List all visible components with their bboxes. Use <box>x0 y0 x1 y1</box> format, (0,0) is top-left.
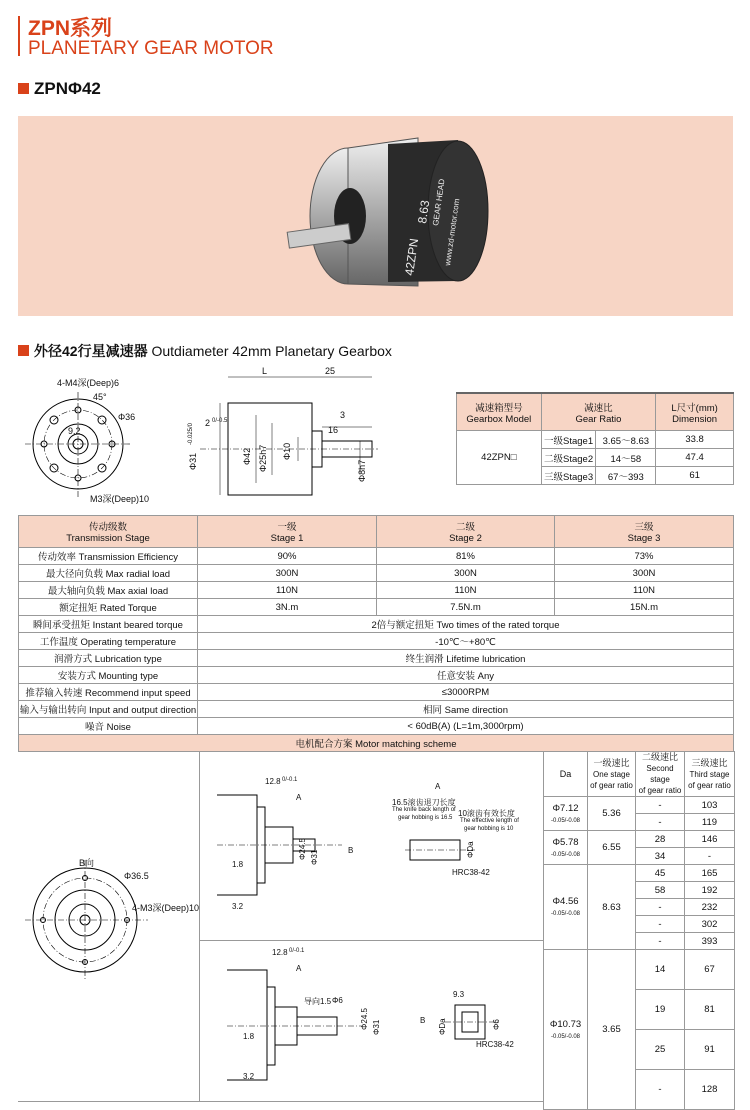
photo-url-label: www.zd-motor.com <box>443 198 462 267</box>
m2-B-label: B <box>420 1016 426 1025</box>
b-d6-label: Φ6 <box>492 1019 501 1030</box>
m2-A-label: A <box>296 964 302 973</box>
table-row: 42ZPN□ 一级Stage1 3.65～8.63 33.8 <box>457 431 734 449</box>
table-row: 润滑方式 Lubrication type 终生润滑 Lifetime lubrication <box>19 650 734 667</box>
m1-d128-label: 12.8 <box>265 777 281 786</box>
table-row: - 232 <box>544 899 735 916</box>
table-row: 二级Stage2 14～58 47.4 <box>457 449 734 467</box>
side-view-drawing <box>180 365 380 505</box>
b-d365-label: Φ36.5 <box>124 871 149 881</box>
photo-ratio-label: 8.63 <box>415 199 433 225</box>
table-row: - 302 <box>544 916 735 933</box>
a-detail-label: A <box>435 782 441 791</box>
b-hrc-label: HRC38-42 <box>476 1040 514 1049</box>
table-row: - 128 <box>544 1070 735 1110</box>
product-photo <box>18 116 733 316</box>
b-da-label: ΦDa <box>438 1018 447 1035</box>
spec-table <box>18 515 734 752</box>
m1-d245-label: Φ24.5 <box>298 838 307 860</box>
section-heading <box>18 341 392 361</box>
a-hrc-label: HRC38-42 <box>452 868 490 877</box>
table-row: 噪音 Noise < 60dB(A) (L=1m,3000rpm) <box>19 718 734 735</box>
b-m3-label: 4-M3深(Deep)10 <box>132 903 200 913</box>
m2-d128-tol: 0/-0.1 <box>289 948 305 954</box>
side-d2-tol: 0/-0.5 <box>212 418 228 424</box>
side-d31-label: Φ31 <box>188 452 198 470</box>
b-view-label: B向 <box>79 858 95 868</box>
model-title: ZPNΦ42 <box>34 79 101 98</box>
b-view-drawing <box>20 855 190 1005</box>
m2-d6-label: Φ6 <box>332 996 343 1005</box>
table-row: 34 - <box>544 848 735 865</box>
front-m3-label: M3深(Deep)10 <box>90 494 150 504</box>
table-row: Φ5.78 -0.05/-0.08 6.55 28 146 <box>544 831 735 848</box>
photo-model-label: 42ZPN <box>402 237 422 277</box>
side-d3-label: 3 <box>340 410 346 420</box>
section-title-en: Outdiameter 42mm Planetary Gearbox <box>151 343 392 359</box>
side-L-label: L <box>262 366 268 376</box>
frame-divider <box>199 940 543 941</box>
table-row: 25 91 <box>544 1030 735 1070</box>
table-row: 推荐输入转速 Recommend input speed ≤3000RPM <box>19 684 734 701</box>
front-angle-label: 45° <box>93 392 107 402</box>
hob-en2b-label: gear hobbing is 10 <box>464 826 514 832</box>
side-len25-label: 25 <box>325 366 336 376</box>
table-row: 最大轴向负载 Max axial load 110N 110N 110N <box>19 582 734 599</box>
side-d8-label: Φ8h7 <box>357 459 367 482</box>
series-title-en: PLANETARY GEAR MOTOR <box>28 38 274 59</box>
m1-d32-label: 3.2 <box>232 902 244 911</box>
table-row: 传动效率 Transmission Efficiency 90% 81% 73% <box>19 548 734 565</box>
motor-scheme-row: 电机配合方案 Motor matching scheme <box>19 735 734 752</box>
table-row: 19 81 <box>544 990 735 1030</box>
table-row: 最大径向负载 Max radial load 300N 300N 300N <box>19 565 734 582</box>
b-d93-label: 9.3 <box>453 990 465 999</box>
side-d2-label: 2 <box>205 418 211 428</box>
side-d16-label: 16 <box>328 425 339 435</box>
side-d31-tol: -0.025/0 <box>188 422 194 445</box>
m1-d18-label: 1.8 <box>232 860 244 869</box>
gear-motor-illustration <box>18 116 733 316</box>
motor-shaft-drawing-1 <box>212 775 372 915</box>
m1-d128-tol: 0/-0.1 <box>282 777 298 783</box>
m2-d128-label: 12.8 <box>272 948 288 957</box>
front-m4-label: 4-M4深(Deep)6 <box>57 378 120 388</box>
table-row: Φ10.73 -0.05/-0.08 3.65 14 67 <box>544 950 735 990</box>
side-d25-label: Φ25h7 <box>258 444 268 472</box>
model-dimension-table <box>456 392 734 485</box>
ratio-header-row: Da 一级速比 One stage of gear ratio 二级速比 Second stage of gear ratio 三级速比 Third stage of gear ratio <box>544 752 735 797</box>
hob-cn2-label: 10滚齿有效长度 <box>458 809 515 818</box>
square-bullet-icon <box>18 83 29 94</box>
a-da-label: ΦDa <box>466 841 475 858</box>
table-row: 瞬间承受扭矩 Instant beared torque 2倍与额定扭矩 Two times of the rated torque <box>19 616 734 633</box>
m2-guide-label: 导向1.5 <box>304 997 332 1006</box>
series-title-cn: ZPN系列 <box>28 17 112 40</box>
table-row: 工作温度 Operating temperature -10℃～+80℃ <box>19 633 734 650</box>
photo-gearhead-label: GEAR HEAD <box>431 178 447 227</box>
m1-B-label: B <box>348 846 354 855</box>
hob-cn1-label: 16.5滚齿退刀长度 <box>392 798 456 807</box>
side-d10-label: Φ10 <box>282 442 292 460</box>
frame-divider <box>199 751 200 1101</box>
table-row: 三级Stage3 67～393 61 <box>457 467 734 485</box>
m2-d32-label: 3.2 <box>243 1072 255 1081</box>
m2-d31-label: Φ31 <box>372 1019 381 1035</box>
table-row: 安装方式 Mounting type 任意安装 Any <box>19 667 734 684</box>
table-row: Φ4.56 -0.05/-0.08 8.63 45 165 <box>544 865 735 882</box>
section-title-cn: 外径42行星减速器 <box>34 343 148 359</box>
m1-A-label: A <box>296 793 302 802</box>
table-row: 输入与输出转向 Input and output direction 相同 Same direction <box>19 701 734 718</box>
mt-header-ratio: 减速比 Gear Ratio <box>541 393 656 431</box>
square-bullet-icon <box>18 345 29 356</box>
gear-detail-drawing-b <box>445 1000 525 1060</box>
hob-en1b-label: gear hobbing is 16.5 <box>398 815 453 821</box>
front-d36-label: Φ36 <box>118 412 136 422</box>
table-row: - 119 <box>544 814 735 831</box>
table-row: 58 192 <box>544 882 735 899</box>
table-row: - 393 <box>544 933 735 950</box>
hob-en2-label: The effective length of <box>460 818 519 824</box>
hob-en1-label: The knife back length of <box>392 807 456 813</box>
mt-header-model: 减速箱型号 Gearbox Model <box>457 393 542 431</box>
m1-d31-label: Φ31 <box>310 849 319 865</box>
m2-d18-label: 1.8 <box>243 1032 255 1041</box>
table-row: 额定扭矩 Rated Torque 3N.m 7.5N.m 15N.m <box>19 599 734 616</box>
ratio-table <box>543 751 735 1110</box>
header-bar <box>18 16 20 56</box>
spec-header-row: 传动级数 Transmission Stage 一级 Stage 1 二级 Stage 2 三级 Stage 3 <box>19 516 734 548</box>
mt-header-dim: L尺寸(mm) Dimension <box>656 393 734 431</box>
motor-shaft-drawing-2 <box>212 955 382 1095</box>
side-d42-label: Φ42 <box>242 447 252 465</box>
mt-model-cell: 42ZPN□ <box>457 431 542 485</box>
table-row: Φ7.12 -0.05/-0.08 5.36 - 103 <box>544 797 735 814</box>
front-r92-label: 9.2 <box>68 426 81 436</box>
front-view-drawing <box>20 372 160 512</box>
model-heading <box>18 79 101 99</box>
m2-d245-label: Φ24.5 <box>360 1008 369 1030</box>
